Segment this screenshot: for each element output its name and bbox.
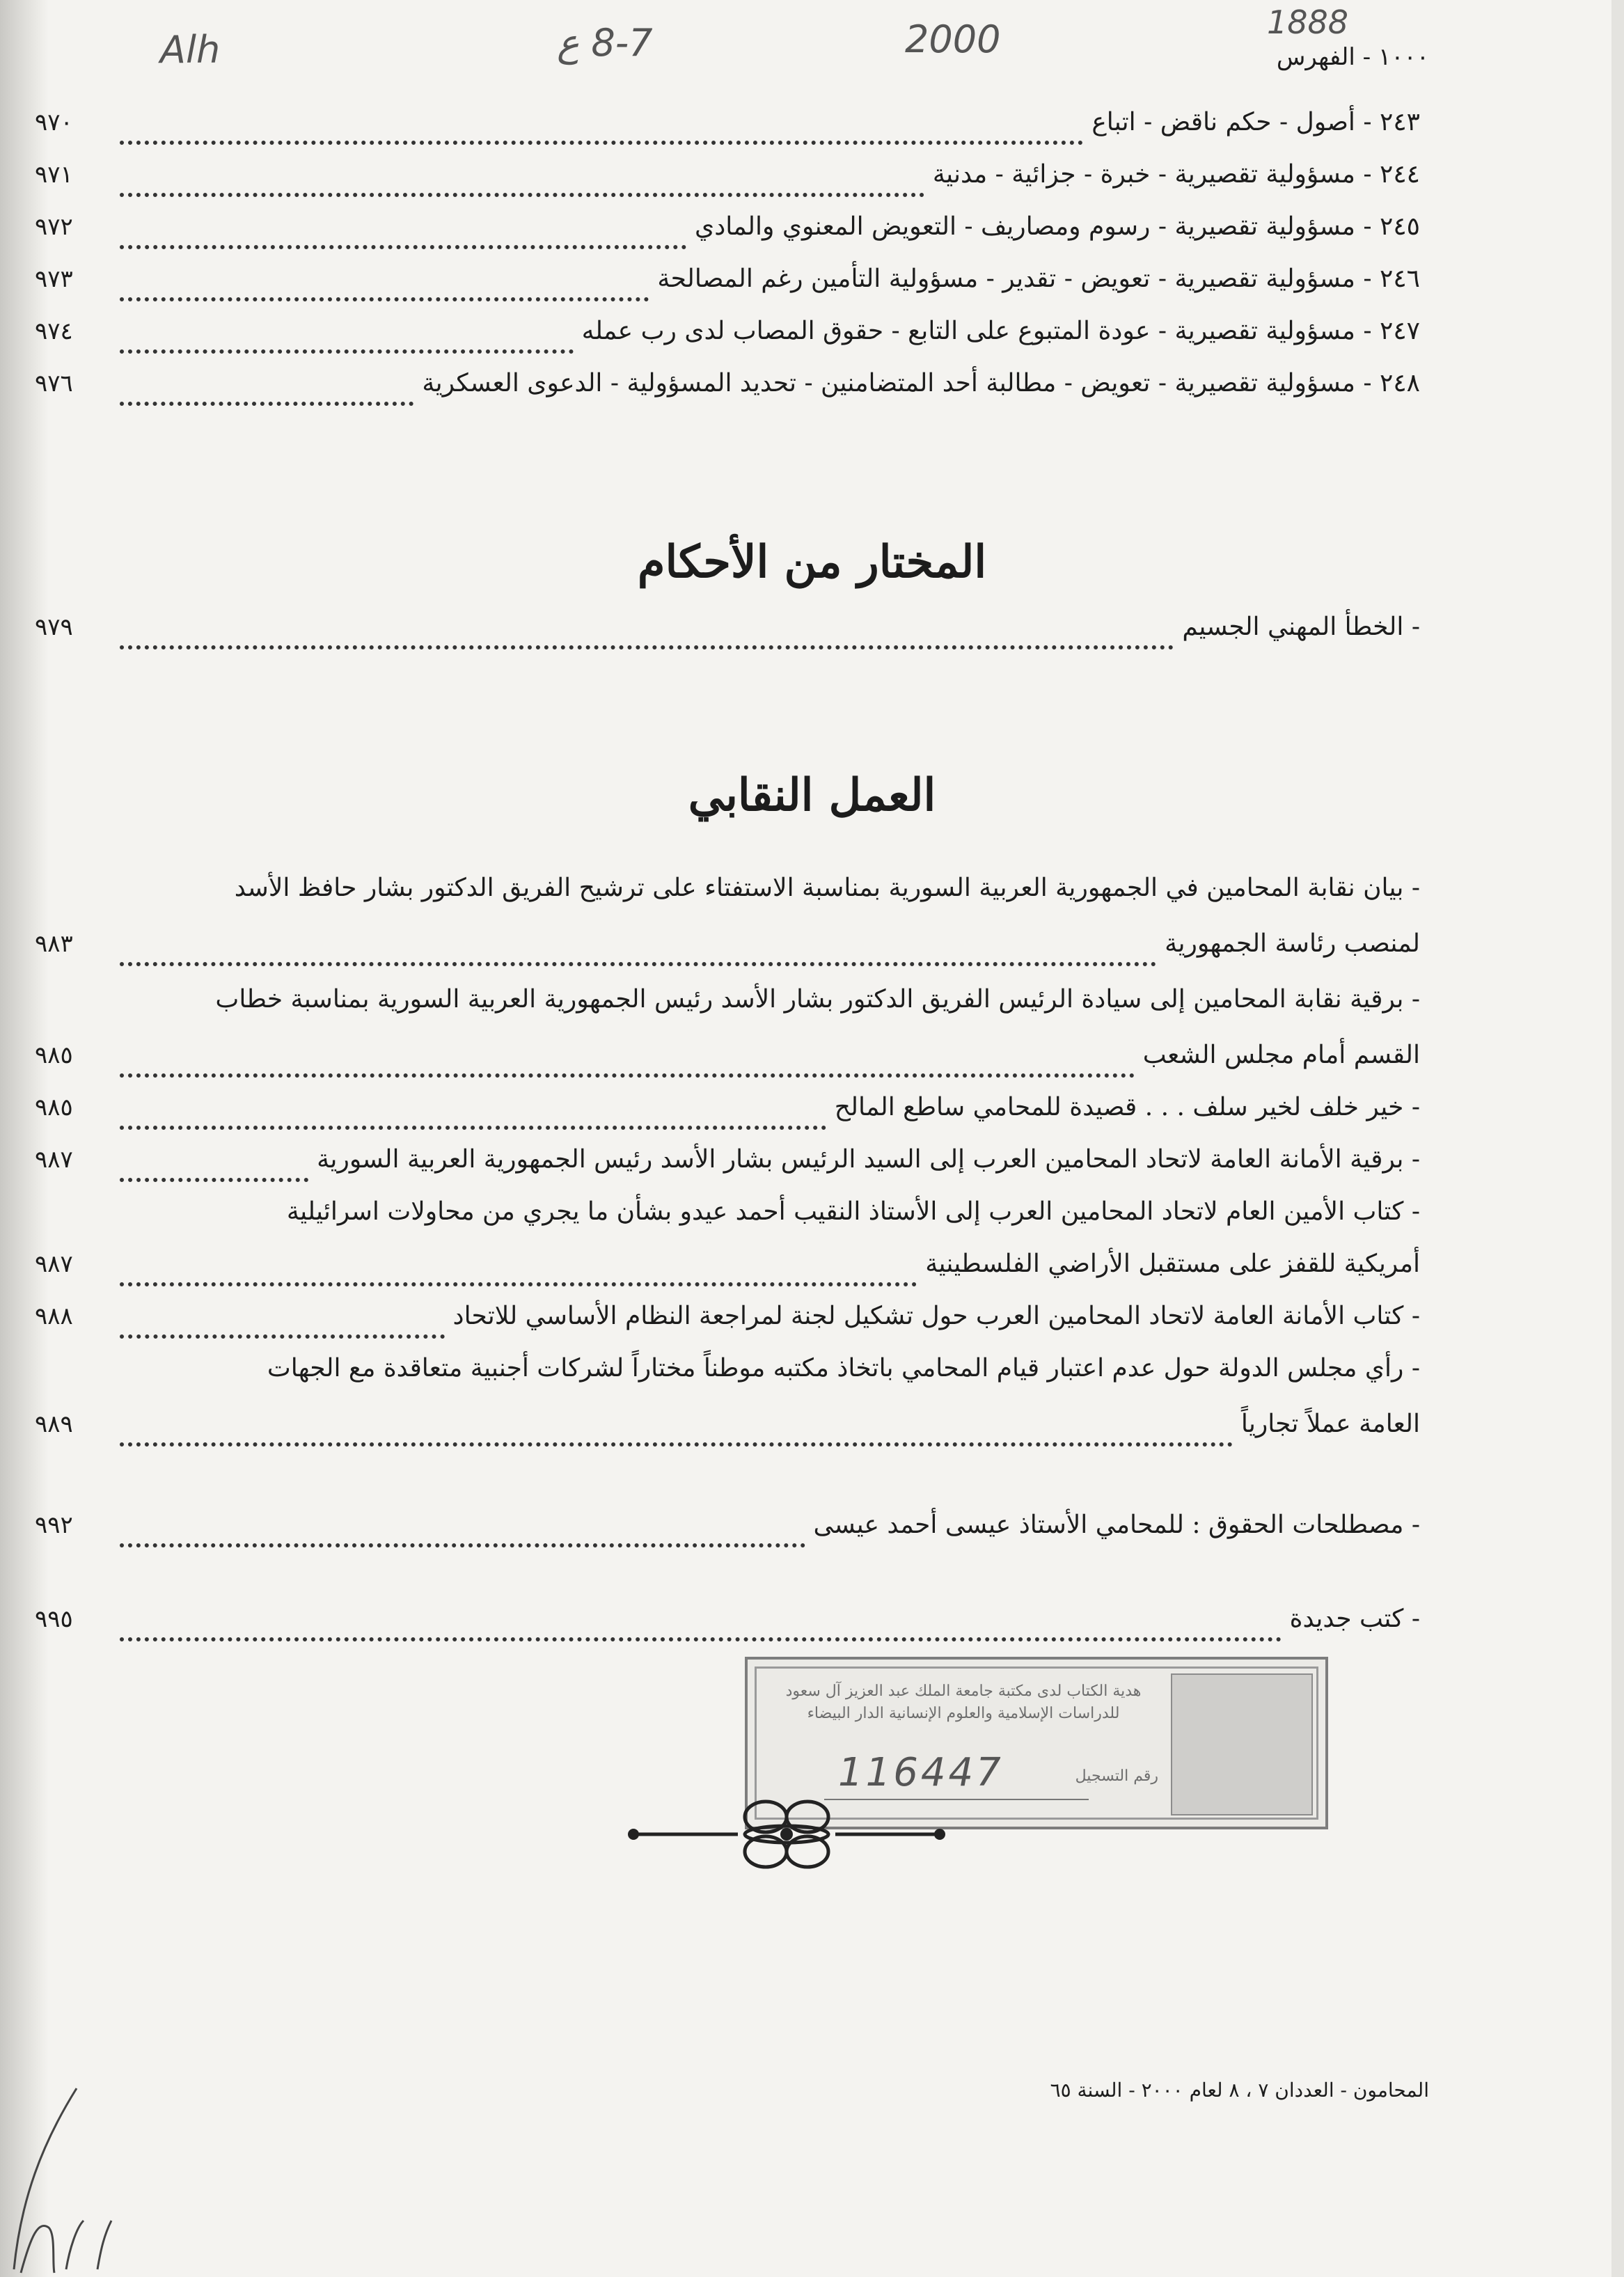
toc-row-page: ٩٧٩	[35, 613, 73, 641]
toc-row[interactable]	[35, 613, 1420, 661]
toc-row-title: ٢٤٦ - مسؤولية تقصيرية - تعويض - تقدير - مسؤولية التأمين رغم المصالحة	[657, 265, 1420, 293]
toc-row[interactable]	[35, 929, 1420, 978]
leader-dots	[120, 1314, 445, 1339]
toc-row-page: ٩٧١	[35, 161, 73, 189]
toc-row-page: ٩٨٧	[35, 1146, 73, 1174]
handwritten-initials: Alh	[160, 28, 221, 72]
leader-dots	[120, 624, 1174, 649]
toc-row-title: ٢٤٤ - مسؤولية تقصيرية - خبرة - جزائية - مدنية	[932, 160, 1420, 189]
toc-row[interactable]	[35, 1410, 1420, 1458]
toc-row-page: ٩٩٥	[35, 1605, 73, 1633]
leader-dots	[120, 1157, 308, 1182]
toc-row-title: ٢٤٥ - مسؤولية تقصيرية - رسوم ومصاريف - التعويض المعنوي والمادي	[695, 212, 1420, 241]
stamp-text: هدية الكتاب لدى مكتبة جامعة الملك عبد العزيز آل سعود للدراسات الإسلامية والعلوم الإنسانية الدار البيضاء	[785, 1683, 1142, 1722]
handwritten-number: 1888	[1267, 3, 1349, 41]
leader-dots	[120, 276, 649, 301]
stamp-reg-label: رقم التسجيل	[1075, 1767, 1158, 1785]
toc-row-title: - بيان نقابة المحامين في الجمهورية العربية السورية بمناسبة الاستفتاء على ترشيح الفريق الدكتور بشار حافظ الأسد	[234, 874, 1420, 902]
toc-row[interactable]	[35, 369, 1420, 418]
page-right-edge	[1611, 0, 1624, 2277]
toc-row-page: ٩٧٣	[35, 265, 73, 293]
section-title-rulings: المختار من الأحكام	[637, 536, 987, 588]
leader-dots	[120, 1105, 826, 1130]
handwritten-year: 2000	[905, 17, 1001, 61]
leader-dots	[120, 329, 574, 354]
toc-row-title: ٢٤٧ - مسؤولية تقصيرية - عودة المتبوع على التابع - حقوق المصاب لدى رب عمله	[581, 317, 1420, 345]
toc-row-page: ٩٧٤	[35, 317, 73, 345]
toc-row-title: ٢٤٣ - أصول - حكم ناقض - اتباع	[1091, 108, 1420, 136]
section-title-union: العمل النقابي	[688, 769, 936, 821]
toc-row-title: - كتب جديدة	[1289, 1605, 1420, 1633]
toc-row-page: ٩٨٩	[35, 1410, 73, 1438]
toc-row-line1[interactable]	[35, 985, 1420, 1034]
ornament-icon	[626, 1789, 947, 1880]
toc-row[interactable]	[35, 1605, 1420, 1653]
toc-row-page: ٩٧٦	[35, 370, 73, 397]
toc-row[interactable]	[35, 1302, 1420, 1350]
leader-dots	[120, 1421, 1233, 1447]
leader-dots	[120, 1261, 917, 1286]
toc-row-page: ٩٧٠	[35, 109, 73, 136]
signature-icon	[0, 2061, 139, 2277]
toc-row-title-cont: القسم أمام مجلس الشعب	[1142, 1041, 1420, 1069]
toc-row-page: ٩٨٣	[35, 930, 73, 958]
toc-row-page: ٩٨٨	[35, 1302, 73, 1330]
leader-dots	[120, 172, 924, 197]
toc-row[interactable]	[35, 265, 1420, 313]
toc-row[interactable]	[35, 1511, 1420, 1559]
toc-row-line1[interactable]	[35, 1354, 1420, 1403]
toc-row[interactable]	[35, 1041, 1420, 1089]
toc-row[interactable]	[35, 160, 1420, 209]
leader-dots	[120, 1053, 1135, 1078]
toc-row[interactable]	[35, 1145, 1420, 1194]
toc-row-page: ٩٨٥	[35, 1094, 73, 1121]
toc-row[interactable]	[35, 317, 1420, 365]
toc-row-line1[interactable]	[35, 1197, 1420, 1246]
toc-row-title: - كتاب الأمين العام لاتحاد المحامين العرب إلى الأستاذ النقيب أحمد عيدو بشأن ما يجري من محاولات اسرائيلية	[286, 1197, 1420, 1226]
toc-row-title: - رأي مجلس الدولة حول عدم اعتبار قيام المحامي باتخاذ مكتبه موطناً مختاراً لشركات أجنبية متعاقدة مع الجهات	[267, 1354, 1420, 1382]
leader-dots	[120, 1522, 805, 1547]
leader-dots	[120, 381, 413, 406]
toc-row-title-cont: العامة عملاً تجارياً	[1240, 1410, 1420, 1438]
toc-row-title: - برقية الأمانة العامة لاتحاد المحامين العرب إلى السيد الرئيس بشار الأسد رئيس الجمهورية العربية السورية	[317, 1145, 1420, 1174]
toc-row-page: ٩٧٢	[35, 213, 73, 241]
toc-row-title-cont: أمريكية للقفز على مستقبل الأراضي الفلسطينية	[925, 1250, 1420, 1278]
toc-row-page: ٩٨٥	[35, 1041, 73, 1069]
toc-row-title: - كتاب الأمانة العامة لاتحاد المحامين العرب حول تشكيل لجنة لمراجعة النظام الأساسي للاتحاد	[452, 1302, 1420, 1330]
toc-row[interactable]	[35, 1250, 1420, 1298]
toc-row-title: ٢٤٨ - مسؤولية تقصيرية - تعويض - مطالبة أحد المتضامنين - تحديد المسؤولية - الدعوى العسكرية	[422, 369, 1420, 397]
toc-row-line1[interactable]	[35, 874, 1420, 922]
leader-dots	[120, 224, 686, 249]
toc-row-page: ٩٩٢	[35, 1511, 73, 1539]
toc-row[interactable]	[35, 1093, 1420, 1142]
toc-row-page: ٩٨٧	[35, 1250, 73, 1278]
toc-row-title: - خير خلف لخير سلف . . . قصيدة للمحامي ساطع المالح	[834, 1093, 1420, 1121]
leader-dots	[120, 1616, 1282, 1641]
toc-row-title: - برقية نقابة المحامين إلى سيادة الرئيس الفريق الدكتور بشار الأسد رئيس الجمهورية العربية السورية بمناسبة خطاب	[215, 985, 1420, 1014]
toc-row[interactable]	[35, 108, 1420, 157]
stamp-seal-image	[1171, 1673, 1313, 1815]
toc-row-title: - الخطأ المهني الجسيم	[1182, 613, 1420, 641]
handwritten-code: 8-7 ع	[557, 21, 653, 65]
stamp-reg-number: 116447	[838, 1750, 1004, 1795]
leader-dots	[120, 120, 1083, 145]
journal-footer: المحامون - العددان ٧ ، ٨ لعام ٢٠٠٠ - السنة ٦٥	[1050, 2079, 1429, 2102]
leader-dots	[120, 941, 1156, 966]
toc-row-title: - مصطلحات الحقوق : للمحامي الأستاذ عيسى أحمد عيسى	[813, 1511, 1420, 1539]
running-head: ١٠٠٠ - الفهرس	[1276, 43, 1429, 71]
toc-row-title-cont: لمنصب رئاسة الجمهورية	[1165, 929, 1420, 958]
toc-row[interactable]	[35, 212, 1420, 261]
